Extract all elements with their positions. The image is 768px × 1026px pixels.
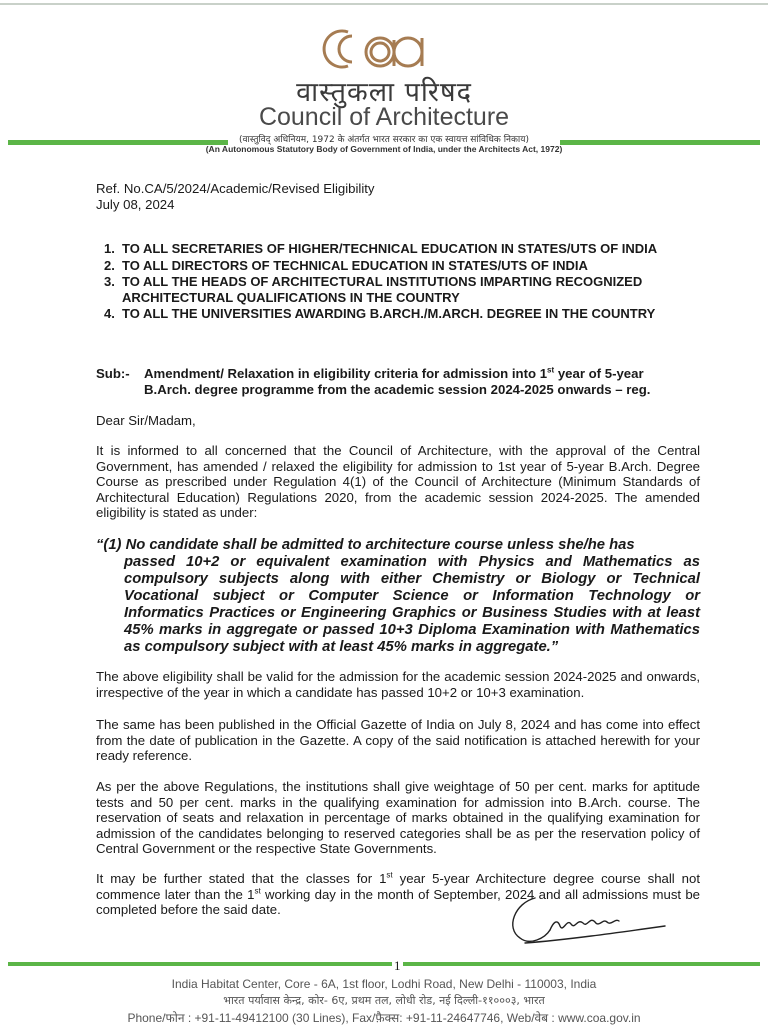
letter-date: July 08, 2024 — [96, 196, 175, 212]
reference-number: Ref. No.CA/5/2024/Academic/Revised Eligibility — [96, 181, 375, 196]
paragraph-gazette: The same has been published in the Official Gazette of India on July 8, 2024 and has come into effect from the date of publication in the Gazette. A copy of the said notification is attached herewith for your ready reference. — [96, 717, 700, 763]
page-number: 1 — [394, 958, 401, 973]
recipient-item: 2. TO ALL DIRECTORS OF TECHNICAL EDUCATION IN STATES/UTS OF INDIA — [104, 257, 588, 273]
signature-icon — [505, 888, 675, 958]
footer-green-rule — [8, 962, 760, 966]
recipient-item: 3. TO ALL THE HEADS OF ARCHITECTURAL INSTITUTIONS IMPARTING RECOGNIZED ARCHITECTURAL QUALIFICATIONS IN THE COUNTRY — [104, 274, 643, 305]
org-subtitle-hindi: (वास्तुविद् अधिनियम, 1972 के अंतर्गत भारत सरकार का एक स्वायत्त सांविधिक निकाय) — [238, 135, 529, 145]
subject-line: Sub:- Amendment/ Relaxation in eligibility criteria for admission into 1st year of 5-year B.Arch. degree programme from the academic session 2024-2025 onwards – reg. — [96, 365, 651, 397]
org-name: Council of Architecture — [258, 103, 510, 131]
subject-label: Sub:- — [96, 366, 130, 381]
reference-block — [96, 181, 700, 212]
salutation: Dear Sir/Madam, — [96, 413, 196, 428]
top-rule — [0, 3, 768, 5]
paragraph-validity: The above eligibility shall be valid for the admission for the academic session 2024-2025 and onwards, irrespective of the year in which a candidate has passed 10+2 or 10+3 examination. — [96, 669, 700, 700]
recipient-item: 4. TO ALL THE UNIVERSITIES AWARDING B.ARCH./M.ARCH. DEGREE IN THE COUNTRY — [104, 306, 656, 321]
footer-contact: Phone/फोन : +91-11-49412100 (30 Lines), Fax/फ़ैक्स: +91-11-24647746, Web/वेब : www.coa.gov.in — [127, 1011, 641, 1025]
recipient-item: 1. TO ALL SECRETARIES OF HIGHER/TECHNICAL EDUCATION IN STATES/UTS OF INDIA — [104, 241, 658, 256]
org-subtitle-english: (An Autonomous Statutory Body of Government of India, under the Architects Act, 1972) — [205, 144, 563, 154]
paragraph-classes: It may be further stated that the classes for 1st year 5-year Architecture degree course shall not commence later than the 1st working day in the month of September, 2024 and all admissions must be completed before the said date. — [96, 870, 700, 917]
paragraph-intro: It is informed to all concerned that the Council of Architecture, with the approval of the Central Government, has amended / relaxed the eligibility for admission to 1st year of 5-year B.Arch. Degree Course as prescribed under Regulation 4(1) of the Council of Architecture (Minimum Standards of Architectural Education) Regulations 2020, from the academic session 2024-2025. The amended eligibility is stated as under: — [96, 443, 700, 520]
paragraph-weightage: As per the above Regulations, the institutions shall give weightage of 50 per cent. marks for aptitude tests and 50 per cent. marks in the qualifying examination for admission into B.Arch. course. The reservation of seats and relaxation in percentage of marks obtained in the qualifying examination for admission of the candidates belonging to reserved categories shall be as per the reservation policy of Central Government or the respective State Governments. — [96, 779, 700, 856]
coa-logo-icon — [318, 22, 428, 72]
eligibility-quote: “(1) No candidate shall be admitted to architecture course unless she/he has passed 10+2 or equivalent examination with Physics and Mathematics as compulsory subjects along with either Chemistry or Biology or Technical Vocational subject or Computer Science or Information Technology or Informatics Practices or Engineering Graphics or Business Studies with at least 45% marks in aggregate or passed 10+3 Diploma Examination with Mathematics as compulsory subject with at least 45% marks in aggregate.” — [96, 537, 700, 655]
recipient-list — [96, 241, 700, 323]
footer-address-hindi: भारत पर्यावास केन्द्र, कोर- 6ए, प्रथम तल, लोधी रोड, नई दिल्ली-११०००३, भारत — [223, 994, 545, 1007]
footer-address-english: India Habitat Center, Core - 6A, 1st floor, Lodhi Road, New Delhi - 110003, India — [171, 977, 597, 991]
org-name-hindi: वास्तुकला परिषद — [296, 77, 472, 108]
